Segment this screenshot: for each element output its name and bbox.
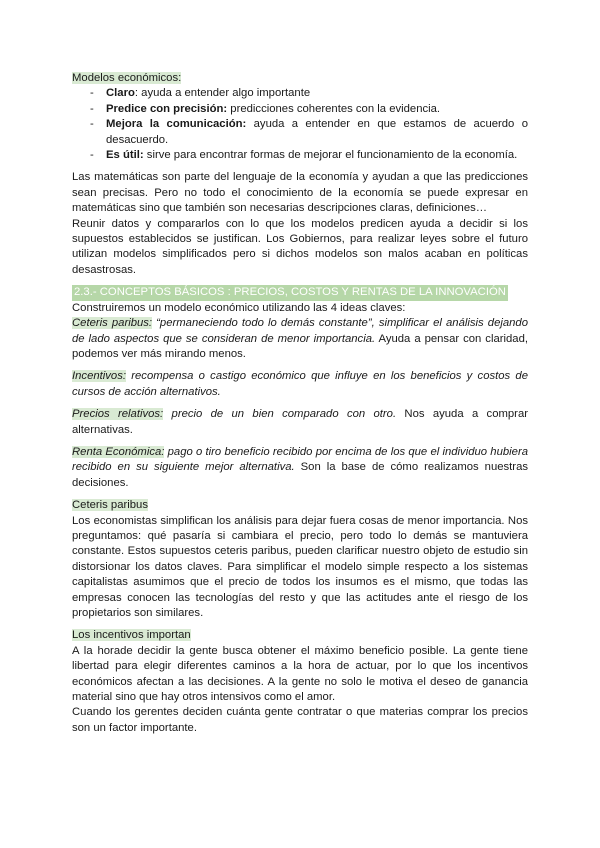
paragraph-gerentes: Cuando los gerentes deciden cuánta gente contratar o que materias comprar los precios son un factor importante. [72,706,528,734]
section-title-conceptos: 2.3.- CONCEPTOS BÁSICOS : PRECIOS, COSTOS Y RENTAS DE LA INNOVACIÓN [72,285,528,300]
concept-incentivos: Incentivos: recompensa o castigo económico que influye en los beneficios y costos de cursos de acción alternativos. [72,370,528,398]
section-heading-modelos: Modelos económicos: [72,72,182,84]
list-item: - Claro: ayuda a entender algo importante [90,87,311,100]
concept-precios-relativos: Precios relativos: precio de un bien comparado con otro. Nos ayuda a comprar alternativas. [72,408,528,436]
list-item: - Predice con precisión: predicciones coherentes con la evidencia. [90,102,441,115]
section-heading-ceteris: Ceteris paribus [72,499,148,512]
section-heading-incentivos: Los incentivos importan [72,629,191,642]
paragraph-matematicas: Las matemáticas son parte del lenguaje de la economía y ayudan a que las predicciones sean precisas. Pero no todo el conocimiento de la economía se puede expresar en matemáticas sino que también son necesarias descripciones claras, definiciones… [72,171,528,215]
concept-ceteris-paribus: Ceteris paribus: “permaneciendo todo lo demás constante”, simplificar el análisis dejando de lado aspectos que se consideran de menor importancia. Ayuda a pensar con claridad, podemos ver más mirando menos. [72,317,528,360]
paragraph-reunir-datos: Reunir datos y compararlos con lo que los modelos predicen ayuda a decidir si los supuestos establecidos se justifican. Los Gobiernos, para realizar leyes sobre el futuro utilizan modelos simplificados pero si dichos modelos son malos acaban en políticas desastrosas. [72,217,528,276]
list-item: - Es útil: sirve para encontrar formas de mejorar el funcionamiento de la economía. [90,149,518,162]
paragraph-incentivos: A la horade decidir la gente busca obtener el máximo beneficio posible. La gente tiene libertad para elegir diferentes caminos a la hora de actuar, por lo que los incentivos económicos afectan a las decisiones. A la gente no solo le motiva el deseo de ganancia material sino que hay otros intensivos como el amor. [72,644,528,704]
paragraph-intro: Construiremos un modelo económico utilizando las 4 ideas claves: [72,301,406,314]
model-qualities-list [72,86,528,163]
document-page [72,71,528,736]
concept-renta-economica: Renta Económica: pago o tiro beneficio recibido por encima de los que el individuo hubiera recibido en su siguiente mejor alternativa. Son la base de cómo realizamos nuestras decisiones. [72,445,528,489]
list-item: - Mejora la comunicación: ayuda a entender en que estamos de acuerdo o desacuerdo. [90,118,528,146]
paragraph-ceteris: Los economistas simplifican los análisis para dejar fuera cosas de menor importancia. Nos preguntamos: qué pasaría si cambiara el precio, pero todo lo demás se mantuviera constante. Estos supuestos ceteris paribus, pueden clarificar nuestro objeto de estudio sin distorsionar los datos claves. Para simplificar el modelo simple respecto a los sistemas capitalistas asumimos que el precio de todos los insumos es el mismo, que todas las empresas conocen las tecnologías del resto y que las actitudes ante el riesgo de los propietarios son similares. [72,514,528,619]
